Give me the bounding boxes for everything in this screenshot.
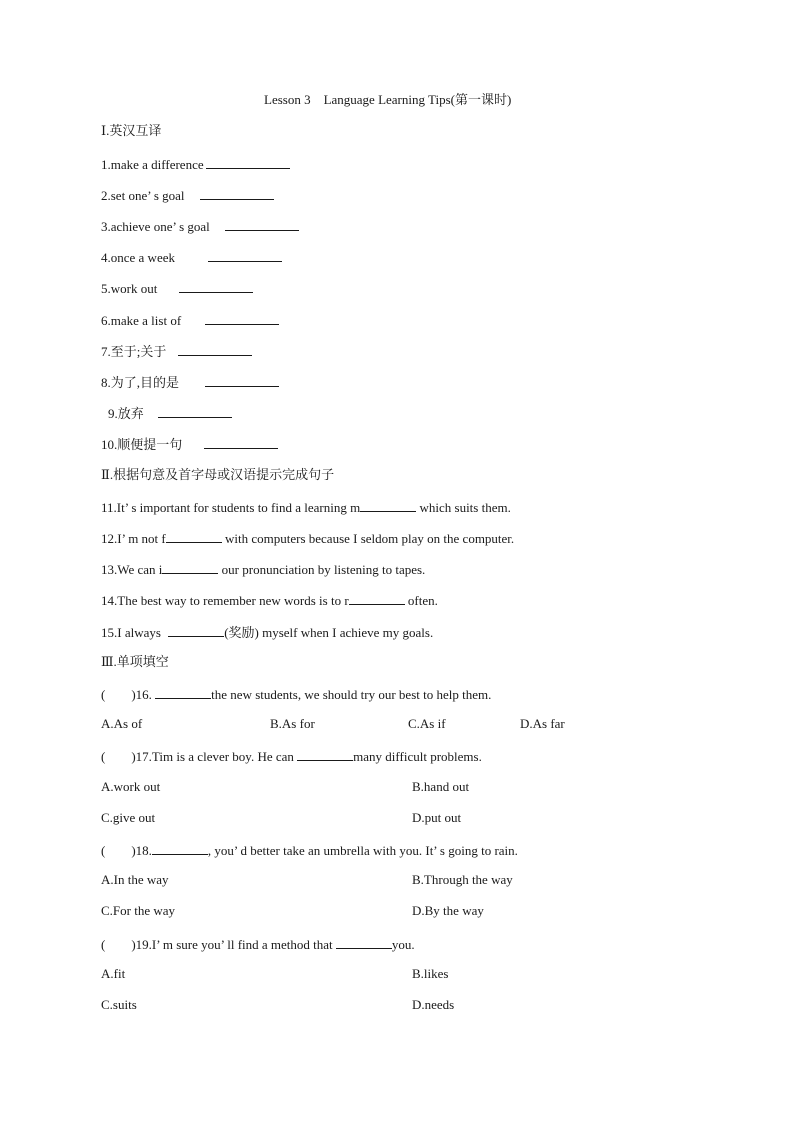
- sentence-text: which suits them.: [416, 500, 511, 515]
- answer-blank[interactable]: [204, 435, 278, 449]
- answer-blank[interactable]: [178, 342, 252, 356]
- answer-blank[interactable]: [349, 591, 405, 605]
- option-d[interactable]: D.put out: [412, 810, 462, 825]
- item-1: [101, 155, 290, 173]
- item-label: 6.make a list of: [101, 313, 182, 328]
- question-19: [101, 935, 415, 953]
- item-8: [101, 373, 279, 391]
- answer-blank[interactable]: [155, 685, 211, 699]
- option-c[interactable]: C.As if: [408, 716, 446, 731]
- section-1-heading: Ⅰ.英汉互译: [101, 123, 162, 138]
- item-label: 5.work out: [101, 281, 158, 296]
- option-c[interactable]: C.suits: [101, 997, 137, 1012]
- answer-blank[interactable]: [225, 217, 299, 231]
- item-label: 2.set one’ s goal: [101, 188, 185, 203]
- item-10: [101, 435, 278, 453]
- answer-blank[interactable]: [297, 747, 353, 761]
- answer-blank[interactable]: [205, 311, 279, 325]
- sentence-text: often.: [404, 593, 438, 608]
- question-16: [101, 685, 491, 703]
- sentence-13: [101, 560, 425, 578]
- sentence-14: [101, 591, 438, 609]
- question-text: , you’ d better take an umbrella with you. It’ s going to rain.: [207, 843, 518, 858]
- question-18: [101, 841, 518, 859]
- item-label: 10.顺便提一句: [101, 437, 183, 452]
- answer-blank[interactable]: [179, 279, 253, 293]
- sentence-12: [101, 529, 514, 547]
- question-text: many difficult problems.: [353, 749, 482, 764]
- option-b[interactable]: B.As for: [270, 716, 315, 731]
- item-3: [101, 217, 299, 235]
- option-d[interactable]: D.needs: [412, 997, 455, 1012]
- item-label: 1.make a difference: [101, 157, 204, 172]
- item-label: 8.为了,目的是: [101, 375, 180, 390]
- question-text: ( )18.: [101, 843, 152, 858]
- answer-blank[interactable]: [208, 248, 282, 262]
- question-text: ( )19.I’ m sure you’ ll find a method that: [101, 937, 336, 952]
- option-b[interactable]: B.hand out: [412, 779, 470, 794]
- sentence-text: 15.I always: [101, 625, 165, 640]
- answer-blank[interactable]: [158, 404, 232, 418]
- question-17: [101, 747, 482, 765]
- answer-blank[interactable]: [336, 935, 392, 949]
- item-label: 3.achieve one’ s goal: [101, 219, 210, 234]
- question-text: ( )16.: [101, 687, 156, 702]
- item-label: 4.once a week: [101, 250, 175, 265]
- option-c[interactable]: C.For the way: [101, 903, 176, 918]
- option-d[interactable]: D.As far: [520, 716, 565, 731]
- sentence-text: 12.I’ m not f: [101, 531, 166, 546]
- item-4: [101, 248, 282, 266]
- question-text: ( )17.Tim is a clever boy. He can: [101, 749, 298, 764]
- option-a[interactable]: A.In the way: [101, 872, 169, 887]
- option-c[interactable]: C.give out: [101, 810, 156, 825]
- question-text: you.: [391, 937, 415, 952]
- sentence-15: [101, 623, 433, 641]
- option-d[interactable]: D.By the way: [412, 903, 484, 918]
- answer-blank[interactable]: [206, 155, 290, 169]
- item-label: 7.至于;关于: [101, 344, 167, 359]
- sentence-11: [101, 498, 511, 516]
- option-a[interactable]: A.fit: [101, 966, 126, 981]
- answer-blank[interactable]: [200, 186, 274, 200]
- item-5: [101, 279, 253, 297]
- option-b[interactable]: B.likes: [412, 966, 449, 981]
- sentence-text: with computers because I seldom play on the computer.: [221, 531, 515, 546]
- item-6: [101, 311, 279, 329]
- page-title: Lesson 3 Language Learning Tips(第一课时): [264, 92, 512, 107]
- answer-blank[interactable]: [360, 498, 416, 512]
- answer-blank[interactable]: [166, 529, 222, 543]
- sentence-text: (奖励) myself when I achieve my goals.: [224, 625, 434, 640]
- sentence-text: 11.It’ s important for students to find a learning m: [101, 500, 361, 515]
- answer-blank[interactable]: [168, 623, 224, 637]
- item-7: [101, 342, 252, 360]
- option-b[interactable]: B.Through the way: [412, 872, 513, 887]
- sentence-text: 13.We can i: [101, 562, 163, 577]
- item-label: 9.放弃: [108, 406, 144, 421]
- answer-blank[interactable]: [205, 373, 279, 387]
- option-a[interactable]: A.As of: [101, 716, 143, 731]
- answer-blank[interactable]: [162, 560, 218, 574]
- sentence-text: 14.The best way to remember new words is to r: [101, 593, 349, 608]
- sentence-text: our pronunciation by listening to tapes.: [218, 562, 426, 577]
- section-2-heading: Ⅱ.根据句意及首字母或汉语提示完成句子: [101, 467, 335, 482]
- item-9: [108, 404, 232, 422]
- item-2: [101, 186, 274, 204]
- question-text: the new students, we should try our best to help them.: [211, 687, 492, 702]
- section-3-heading: Ⅲ.单项填空: [101, 654, 169, 669]
- answer-blank[interactable]: [152, 841, 208, 855]
- option-a[interactable]: A.work out: [101, 779, 161, 794]
